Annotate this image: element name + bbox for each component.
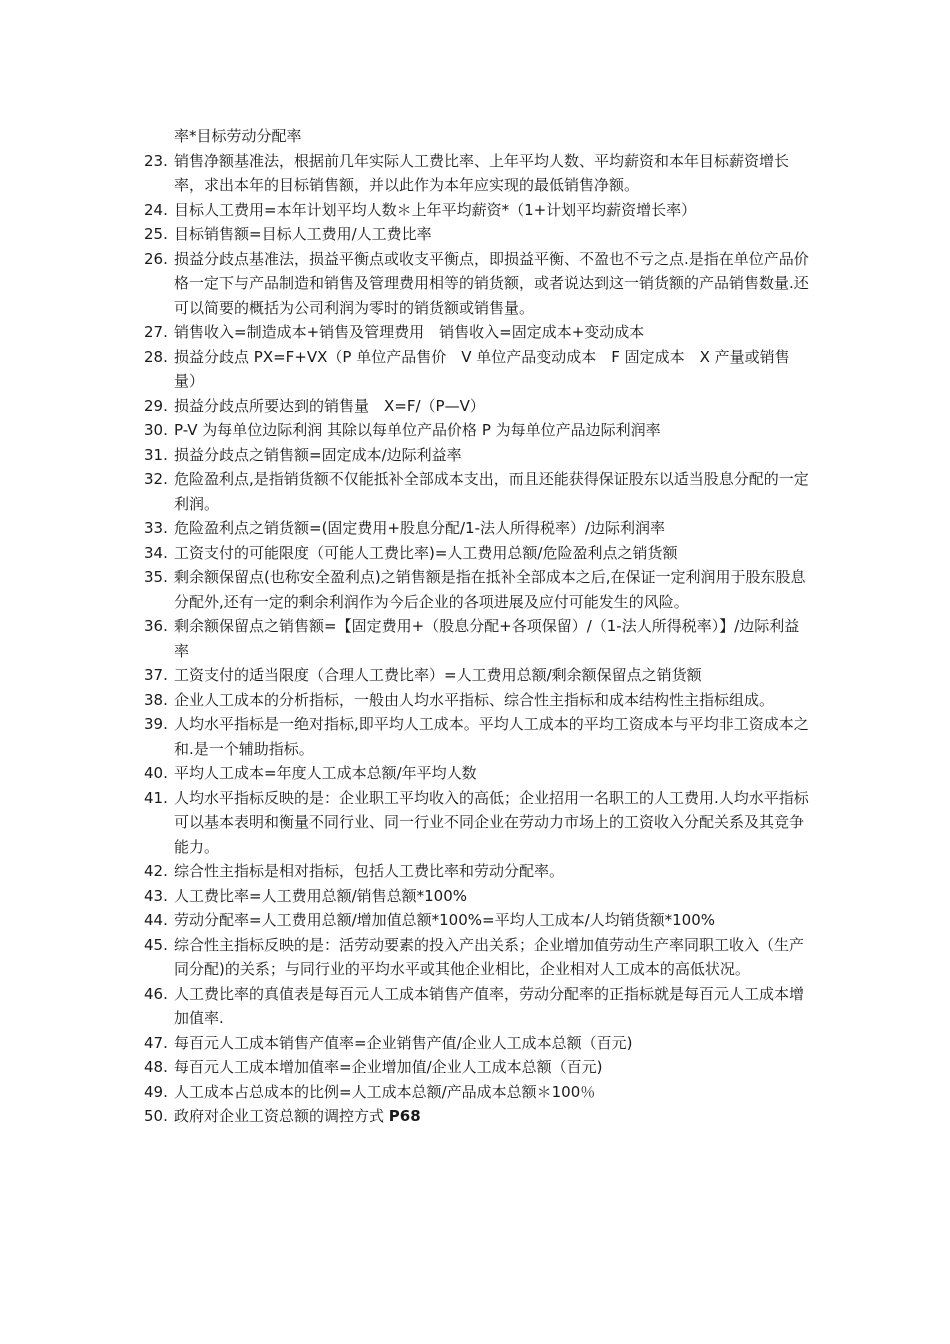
list-item	[138, 982, 810, 1031]
list-item	[138, 418, 810, 443]
list-item-text: 销售收入=制造成本+销售及管理费用 销售收入=固定成本+变动成本	[174, 323, 645, 341]
list-item	[138, 688, 810, 713]
list-item-text: 危险盈利点,是指销货额不仅能抵补全部成本支出，而且还能获得保证股东以适当股息分配的一定利润。	[174, 470, 809, 513]
list-item-number: 49.	[144, 1082, 168, 1101]
list-item-number: 23.	[144, 151, 168, 170]
list-item-number: 43.	[144, 886, 168, 905]
list-item	[138, 1055, 810, 1080]
continuation-text: 率*目标劳动分配率	[174, 127, 302, 145]
list-item-text: 企业人工成本的分析指标，一般由人均水平指标、综合性主指标和成本结构性主指标组成。	[174, 690, 775, 709]
list-item-number: 29.	[144, 396, 168, 415]
list-item-text: 危险盈利点之销货额=(固定费用+股息分配/1-法人所得税率）/边际利润率	[174, 519, 666, 537]
list-item	[138, 663, 810, 688]
list-item-text: 损益分歧点基准法，损益平衡点或收支平衡点，即损益平衡、不盈也不亏之点.是指在单位产品价格一定下与产品制造和销售及管理费用相等的销货额，或者说达到这一销货额的产品销售数量.还可以简要的概括为公司利润为零时的销货额或销售量。	[174, 249, 809, 317]
list-item-number: 50.	[144, 1107, 168, 1125]
list-item	[138, 908, 810, 933]
list-item	[138, 933, 810, 982]
list-item	[138, 541, 810, 566]
list-item-number: 30.	[144, 421, 168, 439]
list-item-text: 工资支付的可能限度（可能人工费比率)=人工费用总额/危险盈利点之销货额	[174, 543, 678, 562]
list-item-text: 剩余额保留点(也称安全盈利点)之销售额是指在抵补全部成本之后,在保证一定利润用于股东股息分配外,还有一定的剩余利润作为今后企业的各项进展及应付可能发生的风险。	[174, 568, 806, 611]
list-item-number: 42.	[144, 862, 168, 880]
list-item	[138, 712, 810, 761]
list-item-text: 综合性主指标是相对指标，包括人工费比率和劳动分配率。	[174, 862, 565, 880]
list-item-text: 劳动分配率=人工费用总额/增加值总额*100%=平均人工成本/人均销货额*100%	[174, 911, 716, 929]
list-item-number: 31.	[144, 445, 168, 464]
list-item	[138, 1031, 810, 1056]
list-item	[138, 1080, 810, 1105]
list-item-text: 工资支付的适当限度（合理人工费比率）=人工费用总额/剩余额保留点之销货额	[174, 666, 702, 684]
numbered-list	[138, 124, 810, 1129]
list-item	[138, 786, 810, 860]
list-item-number: 47.	[144, 1033, 168, 1052]
list-item	[138, 565, 810, 614]
list-item	[138, 614, 810, 663]
list-item-text: 损益分歧点 PX=F+VX（P 单位产品售价 V 单位产品变动成本 F 固定成本 X 产量或销售量）	[174, 347, 790, 390]
list-item-number: 27.	[144, 323, 168, 341]
list-item-text: 目标人工费用=本年计划平均人数＊上年平均薪资*（1+计划平均薪资增长率）	[174, 200, 697, 219]
list-item	[138, 247, 810, 321]
list-item-text: 人均水平指标是一绝对指标,即平均人工成本。平均人工成本的平均工资成本与平均非工资成本之和.是一个辅助指标。	[174, 715, 809, 758]
list-item	[138, 320, 810, 345]
list-item	[138, 884, 810, 909]
list-item-text: 每百元人工成本销售产值率=企业销售产值/企业人工成本总额（百元)	[174, 1033, 633, 1052]
list-item-number: 44.	[144, 911, 168, 929]
list-item-text: 人工费比率的真值表是每百元人工成本销售产值率，劳动分配率的正指标就是每百元人工成本增加值率.	[174, 984, 805, 1027]
list-item-number: 35.	[144, 568, 168, 586]
list-item	[138, 198, 810, 223]
list-item	[138, 859, 810, 884]
list-item-text: 人工费比率=人工费用总额/销售总额*100%	[174, 886, 468, 905]
list-item	[138, 467, 810, 516]
list-item-number: 39.	[144, 715, 168, 733]
list-item	[138, 149, 810, 198]
list-item-text: 剩余额保留点之销售额=【固定费用+（股息分配+各项保留）/（1-法人所得税率）】/边际利益率	[174, 617, 800, 660]
list-item-number: 48.	[144, 1058, 168, 1076]
list-item-number: 38.	[144, 690, 168, 709]
list-item	[138, 345, 810, 394]
list-item-text: P-V 为每单位边际利润 其除以每单位产品价格 P 为每单位产品边际利润率	[174, 421, 661, 439]
list-item-number: 24.	[144, 200, 168, 219]
list-item	[138, 394, 810, 419]
list-item-text: 人均水平指标反映的是：企业职工平均收入的高低；企业招用一名职工的人工费用.人均水平指标可以基本表明和衡量不同行业、同一行业不同企业在劳动力市场上的工资收入分配关系及其竞争能力。	[174, 788, 809, 856]
list-item	[138, 222, 810, 247]
list-item-number: 46.	[144, 984, 168, 1003]
list-item	[138, 1104, 810, 1129]
list-item-text: 销售净额基准法，根据前几年实际人工费比率、上年平均人数、平均薪资和本年目标薪资增长率，求出本年的目标销售额，并以此作为本年应实现的最低销售净额。	[174, 151, 790, 194]
list-item-number: 37.	[144, 666, 168, 684]
list-item-number: 26.	[144, 249, 168, 268]
list-item-text: 损益分歧点之销售额=固定成本/边际利益率	[174, 445, 462, 464]
list-item-continuation	[138, 124, 810, 149]
list-item	[138, 761, 810, 786]
list-item-number: 34.	[144, 543, 168, 562]
list-item-text: 目标销售额=目标人工费用/人工费比率	[174, 225, 432, 243]
list-item-number: 32.	[144, 470, 168, 488]
list-item	[138, 516, 810, 541]
list-item-number: 45.	[144, 935, 168, 954]
list-item-number: 41.	[144, 788, 168, 807]
list-item-number: 36.	[144, 617, 168, 635]
page-reference: P68	[388, 1107, 421, 1125]
list-item-text: 损益分歧点所要达到的销售量 X=F/（P—V）	[174, 396, 485, 415]
list-item-number: 25.	[144, 225, 168, 243]
list-item-number: 33.	[144, 519, 168, 537]
list-item-text: 平均人工成本=年度人工成本总额/年平均人数	[174, 764, 477, 782]
list-item-number: 28.	[144, 347, 168, 366]
list-item	[138, 443, 810, 468]
list-item-text: 人工成本占总成本的比例=人工成本总额/产品成本总额＊100％	[174, 1082, 596, 1101]
list-item-text: 每百元人工成本增加值率=企业增加值/企业人工成本总额（百元)	[174, 1058, 603, 1076]
list-item-text: 综合性主指标反映的是：活劳动要素的投入产出关系；企业增加值劳动生产率同职工收入（生产同分配)的关系；与同行业的平均水平或其他企业相比，企业相对人工成本的高低状况。	[174, 935, 805, 978]
list-item-number: 40.	[144, 764, 168, 782]
list-item-text: 政府对企业工资总额的调控方式 P68	[174, 1107, 421, 1125]
